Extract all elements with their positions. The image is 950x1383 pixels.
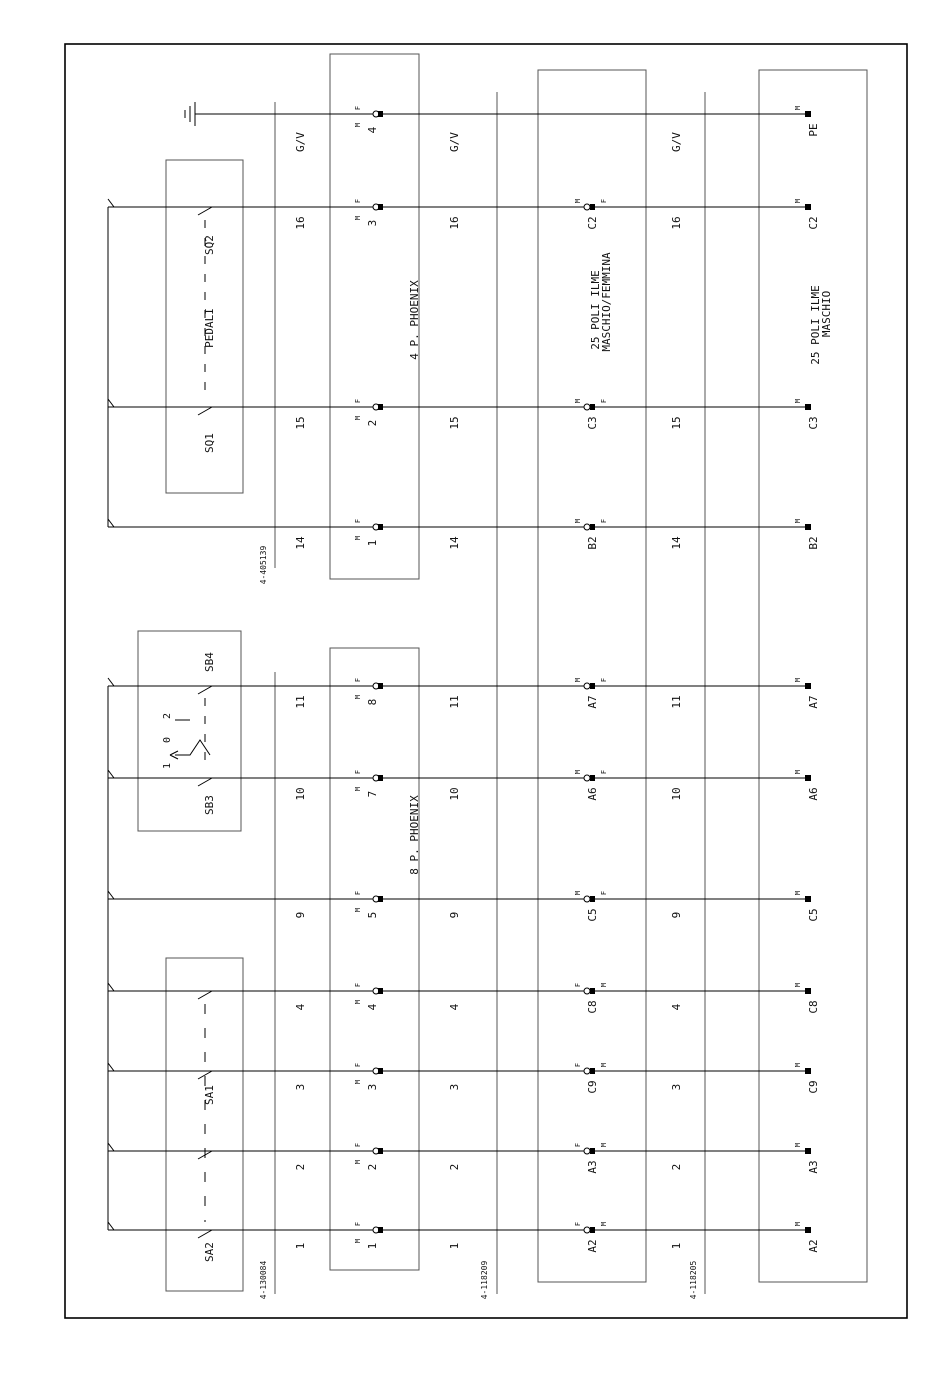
wire-number: 4 bbox=[670, 1003, 683, 1011]
phoenix-pin: 3 bbox=[366, 1083, 379, 1091]
terminal-male bbox=[378, 1227, 383, 1233]
gender-label: F bbox=[574, 1221, 582, 1227]
switch-label-sq1: SQ1 bbox=[203, 433, 216, 453]
ilme-male-label-1: 25 POLI ILME bbox=[809, 285, 822, 365]
wire-stub bbox=[108, 1063, 114, 1071]
wire-rows bbox=[108, 106, 820, 1253]
wire-number: 16 bbox=[670, 216, 683, 230]
terminal-male bbox=[590, 1068, 595, 1074]
gender-f: F bbox=[354, 982, 362, 988]
gender-m: M bbox=[354, 1238, 362, 1244]
terminal-end bbox=[805, 204, 811, 210]
ilme-end-pin: C8 bbox=[807, 1000, 820, 1014]
ilme-female-box bbox=[538, 70, 646, 1282]
phoenix-pin: 1 bbox=[366, 539, 379, 547]
terminal-male bbox=[378, 775, 383, 781]
switch-symbols bbox=[170, 207, 212, 1238]
wire-number: 11 bbox=[670, 695, 683, 709]
phoenix-pin: 1 bbox=[366, 1242, 379, 1250]
wire-number: 1 bbox=[294, 1242, 307, 1250]
ilme-pin: C5 bbox=[586, 908, 599, 922]
gender-f: F bbox=[354, 769, 362, 775]
drawing-frame bbox=[65, 44, 907, 1318]
wire-number: 2 bbox=[448, 1163, 461, 1171]
gender-m: M bbox=[794, 769, 802, 775]
wire-number: 3 bbox=[294, 1083, 307, 1091]
terminal-male bbox=[590, 204, 595, 210]
terminal-female bbox=[584, 988, 590, 994]
phoenix-pin: 2 bbox=[366, 419, 379, 427]
wire-stub bbox=[108, 1222, 114, 1230]
wire-number: 14 bbox=[448, 536, 461, 550]
terminal-male bbox=[378, 896, 383, 902]
wire-number: 16 bbox=[448, 216, 461, 230]
ilme-end-pin: A3 bbox=[807, 1160, 820, 1174]
wire-number: 2 bbox=[670, 1163, 683, 1171]
terminal-end bbox=[805, 683, 811, 689]
terminal-end bbox=[805, 404, 811, 410]
gender-m: M bbox=[794, 518, 802, 524]
phoenix-pin: 5 bbox=[366, 911, 379, 919]
wire-stub bbox=[108, 891, 114, 899]
connector-8p-label: 8 P. PHOENIX bbox=[408, 795, 421, 875]
gender-f: F bbox=[354, 105, 362, 111]
pedals-label: PEDALI bbox=[203, 308, 216, 348]
wire-number: 16 bbox=[294, 216, 307, 230]
gender-m: M bbox=[794, 982, 802, 988]
ilme-pin: C9 bbox=[586, 1080, 599, 1094]
phoenix-8p-box bbox=[330, 648, 419, 1270]
terminal-female bbox=[584, 683, 590, 689]
gender-f: F bbox=[354, 1142, 362, 1148]
switch-label-sa2: SA2 bbox=[203, 1242, 216, 1262]
gender-m: M bbox=[794, 198, 802, 204]
terminal-end bbox=[805, 896, 811, 902]
switch-label-sq2: SQ2 bbox=[203, 235, 216, 255]
wire-stub bbox=[108, 399, 114, 407]
wire-number: 15 bbox=[294, 416, 307, 430]
gender-m: M bbox=[794, 105, 802, 111]
gender-m: M bbox=[794, 890, 802, 896]
wire-stub bbox=[108, 1143, 114, 1151]
terminal-male bbox=[378, 524, 383, 530]
switch-label-sb4: SB4 bbox=[203, 652, 216, 672]
gender-label: F bbox=[600, 890, 608, 896]
gender-label: M bbox=[600, 982, 608, 988]
ilme-pin: B2 bbox=[586, 536, 599, 550]
wire-stub bbox=[108, 678, 114, 686]
ilme-pin: A7 bbox=[586, 695, 599, 709]
wire-stub bbox=[108, 770, 114, 778]
gender-f: F bbox=[354, 518, 362, 524]
phoenix-pin: 4 bbox=[366, 1003, 379, 1011]
ilme-end-pin: A2 bbox=[807, 1239, 820, 1253]
phoenix-pin: 8 bbox=[366, 698, 379, 706]
terminal-male bbox=[378, 111, 383, 117]
ilme-end-pin: B2 bbox=[807, 536, 820, 550]
gender-m: M bbox=[794, 677, 802, 683]
wire-number: 9 bbox=[294, 911, 307, 919]
ilme-end-pin: C3 bbox=[807, 416, 820, 430]
terminal-female bbox=[584, 896, 590, 902]
gender-m: M bbox=[794, 1221, 802, 1227]
gender-label: M bbox=[600, 1142, 608, 1148]
ilme-pin: C3 bbox=[586, 416, 599, 430]
terminal-female bbox=[584, 1227, 590, 1233]
terminal-male bbox=[378, 988, 383, 994]
selector-pos-1: 1 bbox=[162, 762, 173, 770]
wire-stub bbox=[108, 983, 114, 991]
gender-m: M bbox=[354, 122, 362, 128]
selector-pos-2: 2 bbox=[162, 712, 173, 720]
gender-label: F bbox=[600, 677, 608, 683]
wire-number: 4 bbox=[294, 1003, 307, 1011]
gender-m: M bbox=[794, 398, 802, 404]
terminal-end bbox=[805, 524, 811, 530]
wire-number: 14 bbox=[670, 536, 683, 550]
gender-m: M bbox=[354, 907, 362, 913]
gender-m: M bbox=[794, 1142, 802, 1148]
wire-number: 4 bbox=[448, 1003, 461, 1011]
selector-box bbox=[138, 631, 241, 831]
gender-f: F bbox=[354, 1062, 362, 1068]
gender-label: F bbox=[574, 982, 582, 988]
gender-f: F bbox=[354, 677, 362, 683]
wire-number: 9 bbox=[670, 911, 683, 919]
gender-m: M bbox=[354, 415, 362, 421]
gender-label: M bbox=[574, 398, 582, 404]
wire-number: 14 bbox=[294, 536, 307, 550]
ilme-female-label-2: MASCHIO/FEMMINA bbox=[600, 252, 613, 352]
gender-f: F bbox=[354, 890, 362, 896]
ilme-end-pin: C9 bbox=[807, 1080, 820, 1094]
terminal-male bbox=[590, 1148, 595, 1154]
ilme-pin: A2 bbox=[586, 1239, 599, 1253]
terminal-female bbox=[584, 1068, 590, 1074]
ilme-male-label-2: MASCHIO bbox=[820, 290, 833, 338]
gender-label: F bbox=[574, 1142, 582, 1148]
wire-number: 1 bbox=[448, 1242, 461, 1250]
terminal-male bbox=[378, 1068, 383, 1074]
gender-label: M bbox=[574, 198, 582, 204]
terminal-male bbox=[590, 683, 595, 689]
cable-code-1: 4-405139 bbox=[259, 545, 268, 585]
wire-number: 3 bbox=[448, 1083, 461, 1091]
terminal-female bbox=[584, 404, 590, 410]
wire-number: 9 bbox=[448, 911, 461, 919]
ilme-end-pin: C5 bbox=[807, 908, 820, 922]
ground-icon bbox=[185, 102, 195, 126]
gender-label: M bbox=[574, 890, 582, 896]
gender-label: F bbox=[600, 518, 608, 524]
terminal-female bbox=[584, 775, 590, 781]
phoenix-pin: 2 bbox=[366, 1163, 379, 1171]
terminal-male bbox=[590, 775, 595, 781]
terminal-male bbox=[378, 683, 383, 689]
terminal-male bbox=[378, 404, 383, 410]
ilme-end-pin: PE bbox=[807, 123, 820, 137]
gender-f: F bbox=[354, 1221, 362, 1227]
phoenix-pin: 7 bbox=[366, 790, 379, 798]
terminal-male bbox=[378, 1148, 383, 1154]
gender-label: M bbox=[574, 769, 582, 775]
gender-f: F bbox=[354, 398, 362, 404]
terminal-male bbox=[590, 1227, 595, 1233]
terminal-end bbox=[805, 1227, 811, 1233]
ilme-pin: C8 bbox=[586, 1000, 599, 1014]
ilme-male-box bbox=[759, 70, 867, 1282]
wire-stub bbox=[108, 199, 114, 207]
terminal-end bbox=[805, 111, 811, 117]
switch-label-sa1: SA1 bbox=[203, 1085, 216, 1105]
connector-4p-label: 4 P. PHOENIX bbox=[408, 280, 421, 360]
switch-label-sb3: SB3 bbox=[203, 795, 216, 815]
cable-code-2: 4-130084 bbox=[259, 1260, 268, 1300]
gender-m: M bbox=[354, 535, 362, 541]
ilme-end-pin: A7 bbox=[807, 695, 820, 709]
phoenix-pin: 3 bbox=[366, 219, 379, 227]
gender-label: M bbox=[574, 518, 582, 524]
wire-number: 2 bbox=[294, 1163, 307, 1171]
ilme-pin: A3 bbox=[586, 1160, 599, 1174]
ilme-end-pin: C2 bbox=[807, 216, 820, 230]
wire-number: 15 bbox=[448, 416, 461, 430]
ilme-end-pin: A6 bbox=[807, 787, 820, 801]
wire-number: 10 bbox=[670, 787, 683, 801]
selector-pos-0: 0 bbox=[162, 736, 173, 744]
terminal-female bbox=[584, 524, 590, 530]
gender-m: M bbox=[354, 1159, 362, 1165]
terminal-male bbox=[590, 524, 595, 530]
terminal-end bbox=[805, 1148, 811, 1154]
ilme-pin: C2 bbox=[586, 216, 599, 230]
gender-f: F bbox=[354, 198, 362, 204]
gender-m: M bbox=[354, 999, 362, 1005]
wire-stub bbox=[108, 519, 114, 527]
gender-label: M bbox=[600, 1221, 608, 1227]
gender-label: M bbox=[600, 1062, 608, 1068]
wire-number: 10 bbox=[294, 787, 307, 801]
gender-label: M bbox=[574, 677, 582, 683]
terminal-male bbox=[590, 988, 595, 994]
cable-code-4: 4-118205 bbox=[689, 1260, 698, 1300]
gender-m: M bbox=[354, 215, 362, 221]
wire-number: 11 bbox=[294, 695, 307, 709]
gender-label: F bbox=[574, 1062, 582, 1068]
terminal-male bbox=[590, 404, 595, 410]
wire-number: 10 bbox=[448, 787, 461, 801]
terminal-end bbox=[805, 1068, 811, 1074]
wire-number: 1 bbox=[670, 1242, 683, 1250]
wire-number: 15 bbox=[670, 416, 683, 430]
wire-number: G/V bbox=[294, 132, 307, 152]
cable-code-3: 4-118209 bbox=[480, 1260, 489, 1300]
ilme-pin: A6 bbox=[586, 787, 599, 801]
wire-number: G/V bbox=[670, 132, 683, 152]
gender-m: M bbox=[354, 694, 362, 700]
wire-number: 11 bbox=[448, 695, 461, 709]
gender-label: F bbox=[600, 769, 608, 775]
terminal-female bbox=[584, 204, 590, 210]
gender-m: M bbox=[354, 1079, 362, 1085]
gender-m: M bbox=[794, 1062, 802, 1068]
terminal-male bbox=[378, 204, 383, 210]
gender-m: M bbox=[354, 786, 362, 792]
gender-label: F bbox=[600, 398, 608, 404]
phoenix-pin: 4 bbox=[366, 126, 379, 134]
gender-label: F bbox=[600, 198, 608, 204]
wire-number: G/V bbox=[448, 132, 461, 152]
wire-number: 3 bbox=[670, 1083, 683, 1091]
terminal-female bbox=[584, 1148, 590, 1154]
terminal-end bbox=[805, 988, 811, 994]
terminal-male bbox=[590, 896, 595, 902]
terminal-end bbox=[805, 775, 811, 781]
ilme-female-label-1: 25 POLI ILME bbox=[589, 270, 602, 350]
